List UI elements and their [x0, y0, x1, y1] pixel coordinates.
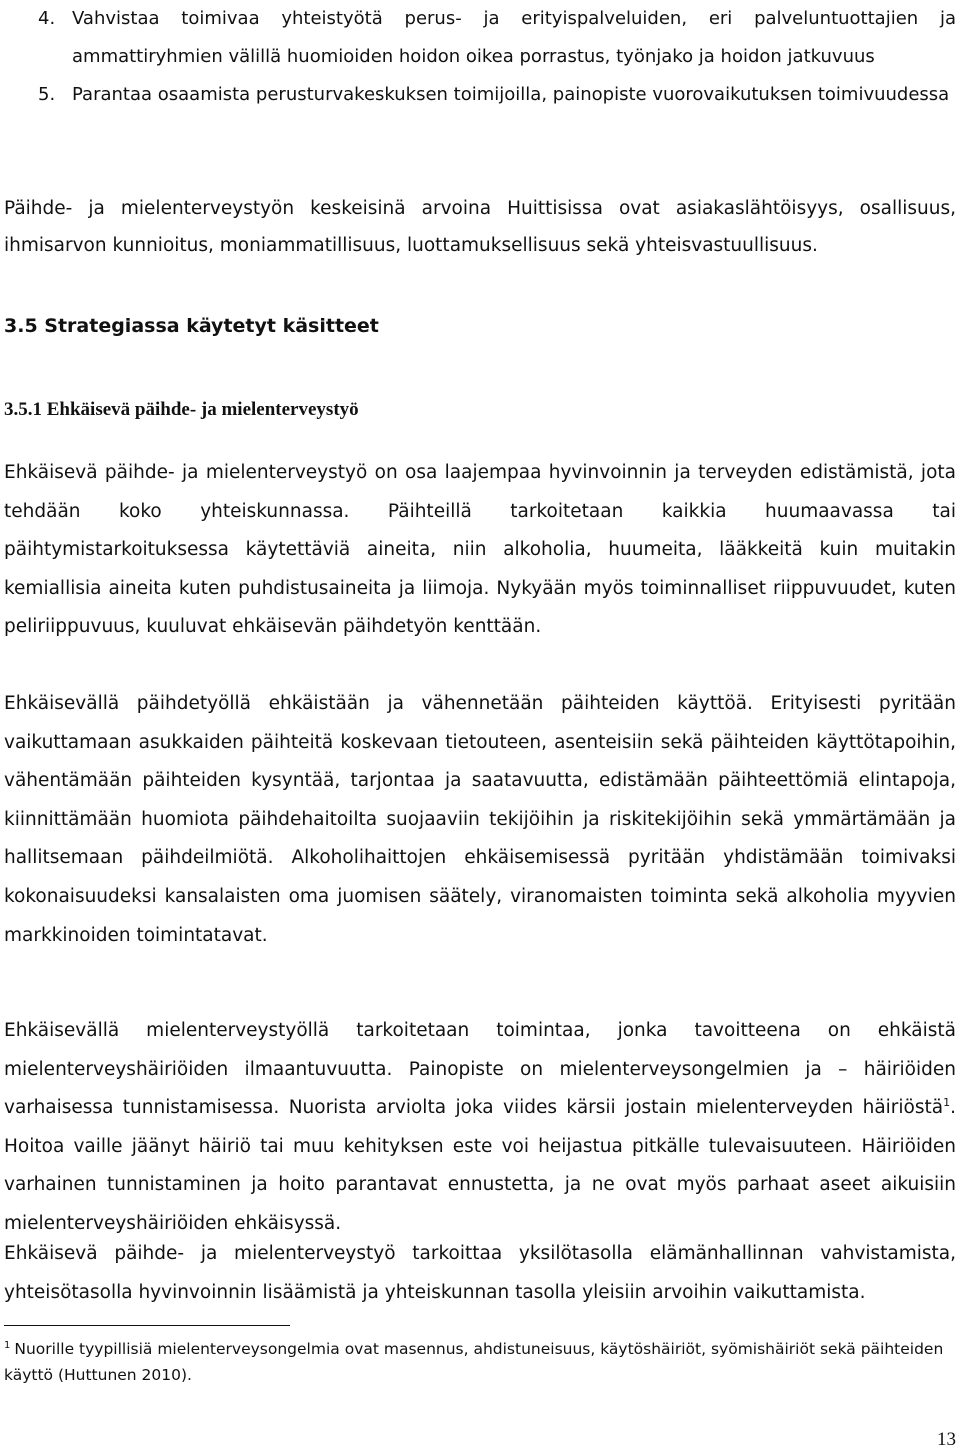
subsection-heading: 3.5.1 Ehkäisevä päihde- ja mielenterveystyö: [4, 399, 359, 420]
footnote-divider: [4, 1325, 290, 1326]
page-number: 13: [937, 1429, 956, 1450]
list-item-text: Parantaa osaamista perusturvakeskuksen toimijoilla, painopiste vuorovaikutuksen toimivuudessa: [72, 84, 950, 105]
list-item-number: 5.: [38, 84, 56, 105]
values-paragraph: Päihde- ja mielenterveystyön keskeisinä arvoina Huittisissa ovat asiakaslähtöisyys, osallisuus, ihmisarvon kunnioitus, moniammatillisuus, luottamuksellisuus sekä yhteisvastuullisuus.: [4, 198, 956, 256]
section-heading: 3.5 Strategiassa käytetyt käsitteet: [4, 315, 379, 337]
list-item-text: Vahvistaa toimivaa yhteistyötä perus- ja erityispalveluiden, eri palveluntuottajien ja ammattiryhmien välillä huomioiden hoidon oikea porrastus, työnjako ja hoidon jatkuvuus: [72, 8, 956, 67]
paragraph-text: . Hoitoa vaille jäänyt häiriö tai muu kehityksen este voi heijastua pitkälle tulevaisuuteen. Häiriöiden varhainen tunnistaminen ja hoito parantavat ennustetta, ja ne ovat myös parhaat aseet aikuisiin mielenterveyshäiriöiden ehkäisyssä.: [4, 1097, 956, 1234]
paragraph-mental-health: [4, 1012, 956, 1244]
list-item: [38, 0, 956, 76]
footnote-reference[interactable]: 1: [943, 1096, 951, 1110]
list-item-number: 4.: [38, 8, 56, 29]
goals-list: [38, 0, 956, 114]
paragraph-substances: Ehkäisevä päihde- ja mielenterveystyö on osa laajempaa hyvinvoinnin ja terveyden edistämistä, jota tehdään koko yhteiskunnassa. Päihteillä tarkoitetaan kaikkia huumaavassa tai päihtymistarkoituksessa käytettäviä aineita, niin alkoholia, huumeita, lääkkeitä kuin muitakin kemiallisia aineita kuten puhdistusaineita ja liimoja. Nykyään myös toiminnalliset riippuvuudet, kuten peliriippuvuus, kuuluvat ehkäisevän päihdetyön kenttään.: [4, 462, 956, 638]
footnote: [4, 1336, 956, 1388]
paragraph-levels: Ehkäisevä päihde- ja mielenterveystyö tarkoittaa yksilötasolla elämänhallinnan vahvistamista, yhteisötasolla hyvinvoinnin lisäämistä ja yhteiskunnan tasolla yleisiin arvoihin vaikuttamista.: [4, 1243, 956, 1303]
footnote-mark: 1: [4, 1339, 11, 1351]
list-item: [38, 76, 956, 114]
paragraph-text: Ehkäisevällä mielenterveystyöllä tarkoitetaan toimintaa, jonka tavoitteena on ehkäistä mielenterveyshäiriöiden ilmaantuvuutta. Painopiste on mielenterveysongelmien ja – häiriöiden varhaisessa tunnistamisessa. Nuorista arviolta joka viides kärsii jostain mielenterveyden häiriöstä: [4, 1020, 956, 1119]
footnote-text: Nuorille tyypillisiä mielenterveysongelmia ovat masennus, ahdistuneisuus, käytöshäiriöt, syömishäiriöt sekä päihteiden käyttö (Huttunen 2010).: [4, 1340, 944, 1384]
paragraph-prevention: Ehkäisevällä päihdetyöllä ehkäistään ja vähennetään päihteiden käyttöä. Erityisesti pyritään vaikuttamaan asukkaiden päihteitä koskevaan tietouteen, asenteisiin sekä päihteiden käyttötapoihin, vähentämään päihteiden kysyntää, tarjontaa ja saatavuutta, edistämään päihteettömiä elintapoja, kiinnittämään huomiota päihdehaitoilta suojaaviin tekijöihin ja riskitekijöihin sekä ymmärtämään ja hallitsemaan päihdeilmiötä. Alkoholihaittojen ehkäisemisessä pyritään yhdistämään toimivaksi kokonaisuudeksi kansalaisten oma juomisen säätely, viranomaisten toiminta sekä alkoholia myyvien markkinoiden toimintatavat.: [4, 693, 956, 946]
